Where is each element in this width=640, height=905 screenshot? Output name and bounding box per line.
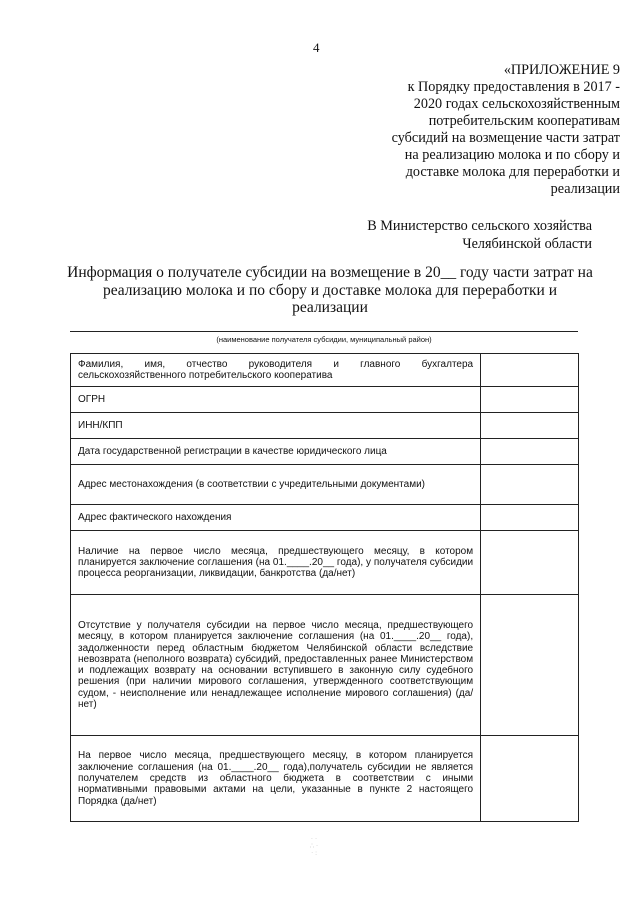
row-value-cell[interactable] xyxy=(481,504,579,530)
row-label: Фамилия, имя, отчество руководителя и главного бухгалтера сельскохозяйственного потребительского кооператива xyxy=(71,354,481,387)
appendix-line: реализации xyxy=(550,181,620,197)
title-line: реализацию молока и по сбору и доставке молока для переработки и xyxy=(102,281,558,299)
appendix-line: «ПРИЛОЖЕНИЕ 9 xyxy=(503,62,620,78)
appendix-line: к Порядку предоставления в 2017 - xyxy=(407,79,620,95)
row-value-cell[interactable] xyxy=(481,438,579,464)
appendix-line: 2020 годах сельскохозяйственным xyxy=(413,96,620,112)
row-value-cell[interactable] xyxy=(481,464,579,504)
row-value-cell[interactable] xyxy=(481,594,579,735)
row-label: ИНН/КПП xyxy=(71,412,481,438)
row-label: Адрес фактического нахождения xyxy=(71,504,481,530)
recipient-name-line[interactable] xyxy=(70,331,578,332)
appendix-line: доставке молока для переработки и xyxy=(405,164,620,180)
recipient-line: Челябинской области xyxy=(462,235,592,252)
table-row xyxy=(71,438,579,464)
table-row xyxy=(71,594,579,735)
appendix-line: потребительским кооперативам xyxy=(428,113,620,129)
title-line: реализации xyxy=(292,299,368,316)
row-value-cell[interactable] xyxy=(481,735,579,821)
row-label: Дата государственной регистрации в качестве юридического лица xyxy=(71,438,481,464)
row-label: Отсутствие у получателя субсидии на первое число месяца, предшествующего месяцу, в котором планируется заключение соглашения (на 01.____.20__ года), задолженности перед областным бюджетом Челябинской области вследствие невозврата (неполного возврата) субсидий, предоставленных ранее Министерством и подлежащих возврату на основании вступившего в законную силу судебного решения (при наличии мирового соглашения, утвержденного соответствующим судом, - неисполнение или ненадлежащее исполнение мирового соглашения) (да/нет) xyxy=(71,594,481,735)
row-label: ОГРН xyxy=(71,386,481,412)
table-row xyxy=(71,530,579,594)
table-row xyxy=(71,504,579,530)
appendix-line: на реализацию молока и по сбору и xyxy=(404,147,620,163)
row-label: Адрес местонахождения (в соответствии с учредительными документами) xyxy=(71,464,481,504)
table-row xyxy=(71,464,579,504)
recipient-block xyxy=(330,218,592,253)
recipient-line: В Министерство сельского хозяйства xyxy=(367,218,592,234)
appendix-line: субсидий на возмещение части затрат xyxy=(391,130,620,146)
row-value-cell[interactable] xyxy=(481,354,579,387)
row-value-cell[interactable] xyxy=(481,530,579,594)
row-label: Наличие на первое число месяца, предшествующего месяцу, в котором планируется заключение соглашения (на 01.____.20__ года), у получателя субсидии процесса реорганизации, ликвидации, банкротства (да/нет) xyxy=(71,530,481,594)
appendix-header xyxy=(330,62,620,198)
document-title xyxy=(60,264,600,317)
info-table xyxy=(70,353,579,822)
page-number: 4 xyxy=(313,40,320,55)
recipient-name-caption: (наименование получателя субсидии, муниципальный район) xyxy=(216,335,432,344)
title-line: Информация о получателе субсидии на возмещение в 20__ году части затрат на xyxy=(67,264,593,281)
table-row xyxy=(71,386,579,412)
table-row xyxy=(71,354,579,387)
row-value-cell[interactable] xyxy=(481,386,579,412)
table-row xyxy=(71,735,579,821)
table-row xyxy=(71,412,579,438)
row-label: На первое число месяца, предшествующего месяцу, в котором планируется заключение соглашения (на 01.____.20__ года),получатель субсидии не является получателем средств из областного бюджета в соответствии с иными нормативными правовыми актами на цели, указанные в пункте 2 настоящего Порядка (да/нет) xyxy=(71,735,481,821)
row-value-cell[interactable] xyxy=(481,412,579,438)
page-stamp-mark: · · ∴ · · : xyxy=(309,835,319,857)
